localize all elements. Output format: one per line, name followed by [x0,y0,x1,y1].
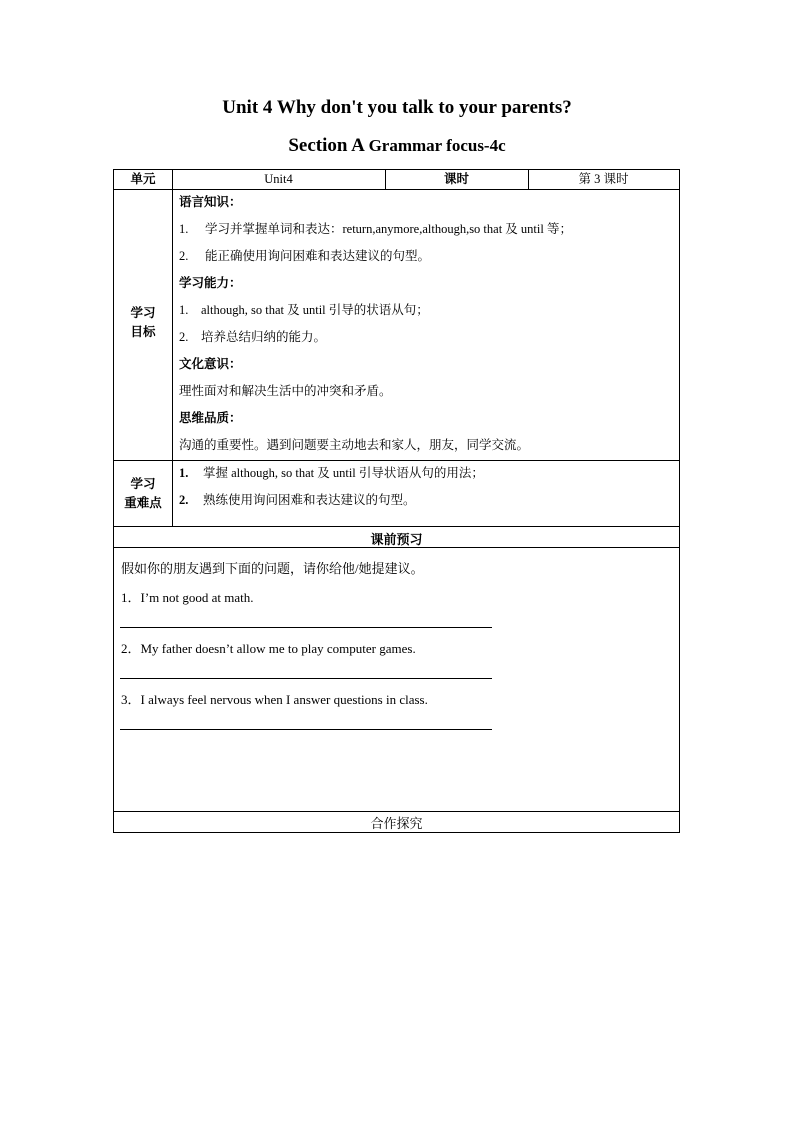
key-item-1 [179,463,484,481]
item-number: 2. [179,493,189,507]
preview-heading: 课前预习 [370,532,423,547]
row-divider [114,526,679,527]
lesson-plan-table [113,169,680,833]
ability-item-2 [179,327,326,345]
item-text: 学习并掌握单词和表达：return,anymore,although,so that 及 until 等； [205,222,572,236]
subtitle-topic: Grammar focus-4c [368,136,506,155]
thinking-heading: 思维品质： [179,411,242,425]
knowledge-item-1 [179,219,572,237]
label-line: 重难点 [124,496,162,510]
row-divider [114,811,679,812]
item-number: 1. [179,303,189,317]
unit-value: Unit4 [264,172,293,186]
ability-heading: 学习能力： [179,276,242,290]
item-text: 能正确使用询问困难和表达建议的句型。 [205,249,431,263]
item-text: 培养总结归纳的能力。 [201,330,327,344]
period-label: 课时 [443,172,469,186]
culture-heading: 文化意识： [179,357,242,371]
unit-label: 单元 [130,172,156,186]
document-title: Unit 4 Why don't you talk to your parents? [222,97,572,118]
label-line: 目标 [130,325,156,339]
preview-instruction: 假如你的朋友遇到下面的问题，请你给他/她提建议。 [121,561,424,576]
learning-goals-label [114,304,172,342]
label-line: 学习 [130,306,156,320]
item-text: 熟练使用询问困难和表达建议的句型。 [203,493,416,507]
knowledge-heading: 语言知识： [179,195,242,209]
column-divider [172,170,173,526]
thinking-text: 沟通的重要性。遇到问题要主动地去和家人，朋友，同学交流。 [179,438,530,452]
item-number: 1. [179,466,189,480]
answer-line-2[interactable] [120,678,492,679]
row-divider [114,189,172,190]
item-text: 掌握 although, so that 及 until 引导状语从句的用法； [203,466,484,480]
answer-line-1[interactable] [120,627,492,628]
row-divider [172,189,679,190]
preview-question-2: 2．My father doesn’t allow me to play computer games. [121,641,416,656]
answer-line-3[interactable] [120,729,492,730]
cooperation-heading: 合作探究 [370,816,423,831]
subtitle-section: Section A [288,135,364,156]
item-number: 1. [179,222,189,236]
period-value: 第 3 课时 [578,172,629,186]
preview-question-3: 3．I always feel nervous when I answer questions in class. [121,692,428,707]
key-points-label [114,475,172,513]
document-subtitle [0,135,794,157]
key-item-2 [179,490,416,508]
knowledge-item-2 [179,246,430,264]
item-text: although, so that 及 until 引导的状语从句； [201,303,429,317]
ability-item-1 [179,300,429,318]
row-divider [114,460,679,461]
label-line: 学习 [130,477,156,491]
preview-question-1: 1．I’m not good at math. [121,590,254,605]
culture-text: 理性面对和解决生活中的冲突和矛盾。 [179,384,392,398]
item-number: 2. [179,330,189,344]
item-number: 2. [179,249,189,263]
